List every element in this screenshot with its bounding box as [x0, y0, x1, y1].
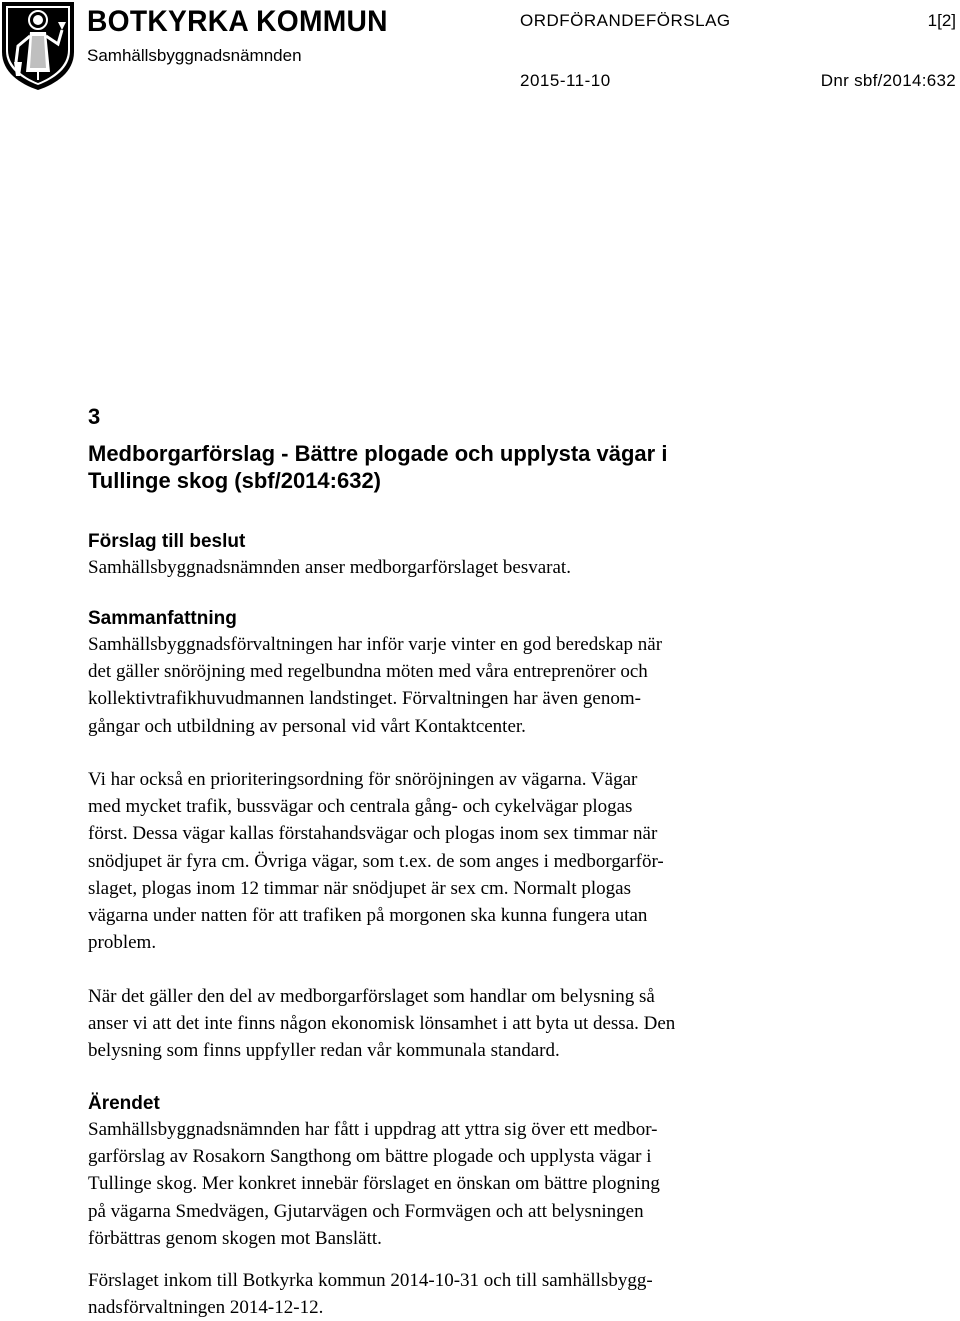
text-line: Tullinge skog. Mer konkret innebär förslaget en önskan om bättre plogning	[88, 1173, 660, 1195]
document-type: ORDFÖRANDEFÖRSLAG	[520, 11, 731, 30]
document-title	[88, 440, 848, 494]
text-line: Samhällsbyggnadsförvaltningen har inför varje vinter en god beredskap när	[88, 634, 663, 655]
document-date: 2015-11-10	[520, 71, 611, 90]
summary-paragraph-2	[88, 766, 848, 956]
text-line: nadsförvaltningen 2014-12-12.	[88, 1297, 324, 1319]
text-line: slaget, plogas inom 12 timmar när snödjupet är sex cm. Normalt plogas	[88, 877, 631, 899]
text-line: på vägarna Smedvägen, Gjutarvägen och Formvägen och att belysningen	[88, 1200, 644, 1222]
title-line: Medborgarförslag - Bättre plogade och upplysta vägar i	[88, 441, 668, 466]
page-number: 1[2]	[927, 11, 956, 30]
case-number: Dnr sbf/2014:632	[820, 71, 956, 90]
summary-paragraph-1	[88, 631, 848, 740]
summary-paragraph-3	[88, 983, 848, 1065]
text-line: Förslaget inkom till Botkyrka kommun 2014-10-31 och till samhällsbygg-	[88, 1270, 653, 1291]
summary-heading: Sammanfattning	[88, 608, 237, 629]
text-line: med mycket trafik, bussvägar och centrala gång- och cykelvägar plogas	[88, 796, 633, 818]
matter-heading: Ärendet	[88, 1093, 160, 1114]
text-line: Vi har också en prioriteringsordning för snöröjningen av vägarna. Vägar	[88, 769, 638, 790]
title-line: Tullinge skog (sbf/2014:632)	[88, 468, 382, 493]
text-line: Samhällsbyggnadsnämnden anser medborgarförslaget besvarat.	[88, 557, 571, 578]
text-line: det gäller snöröjning med regelbundna möten med våra entreprenörer och	[88, 661, 648, 683]
text-line: När det gäller den del av medborgarförslaget som handlar om belysning så	[88, 986, 655, 1007]
text-line: belysning som finns uppfyller redan vår kommunala standard.	[88, 1040, 560, 1062]
organization-name: BOTKYRKA KOMMUN	[87, 5, 388, 38]
text-line: Samhällsbyggnadsnämnden har fått i uppdrag att yttra sig över ett medbor-	[88, 1119, 658, 1140]
proposal-heading: Förslag till beslut	[88, 531, 246, 552]
text-line: först. Dessa vägar kallas förstahandsvägar och plogas inom sex timmar när	[88, 823, 658, 845]
text-line: gångar och utbildning av personal vid vårt Kontaktcenter.	[88, 715, 526, 737]
text-line: förbättras genom skogen mot Banslätt.	[88, 1227, 382, 1249]
text-line: vägarna under natten för att trafiken på morgonen ska kunna fungera utan	[88, 905, 648, 927]
agenda-item-number: 3	[88, 404, 101, 429]
text-line: problem.	[88, 932, 157, 954]
matter-paragraph-2	[88, 1267, 848, 1321]
text-line: anser vi att det inte finns någon ekonomisk lönsamhet i att byta ut dessa. Den	[88, 1013, 676, 1035]
proposal-paragraph	[88, 554, 848, 581]
text-line: garförslag av Rosakorn Sangthong om bättre plogade och upplysta vägar i	[88, 1146, 652, 1168]
municipal-crest-logo	[0, 0, 76, 92]
matter-paragraph-1	[88, 1116, 848, 1252]
department-name: Samhällsbyggnadsnämnden	[87, 46, 302, 65]
text-line: kollektivtrafikhuvudmannen landstinget. Förvaltningen har även genom-	[88, 688, 641, 710]
text-line: snödjupet är fyra cm. Övriga vägar, som t.ex. de som anges i medborgarför-	[88, 850, 664, 872]
